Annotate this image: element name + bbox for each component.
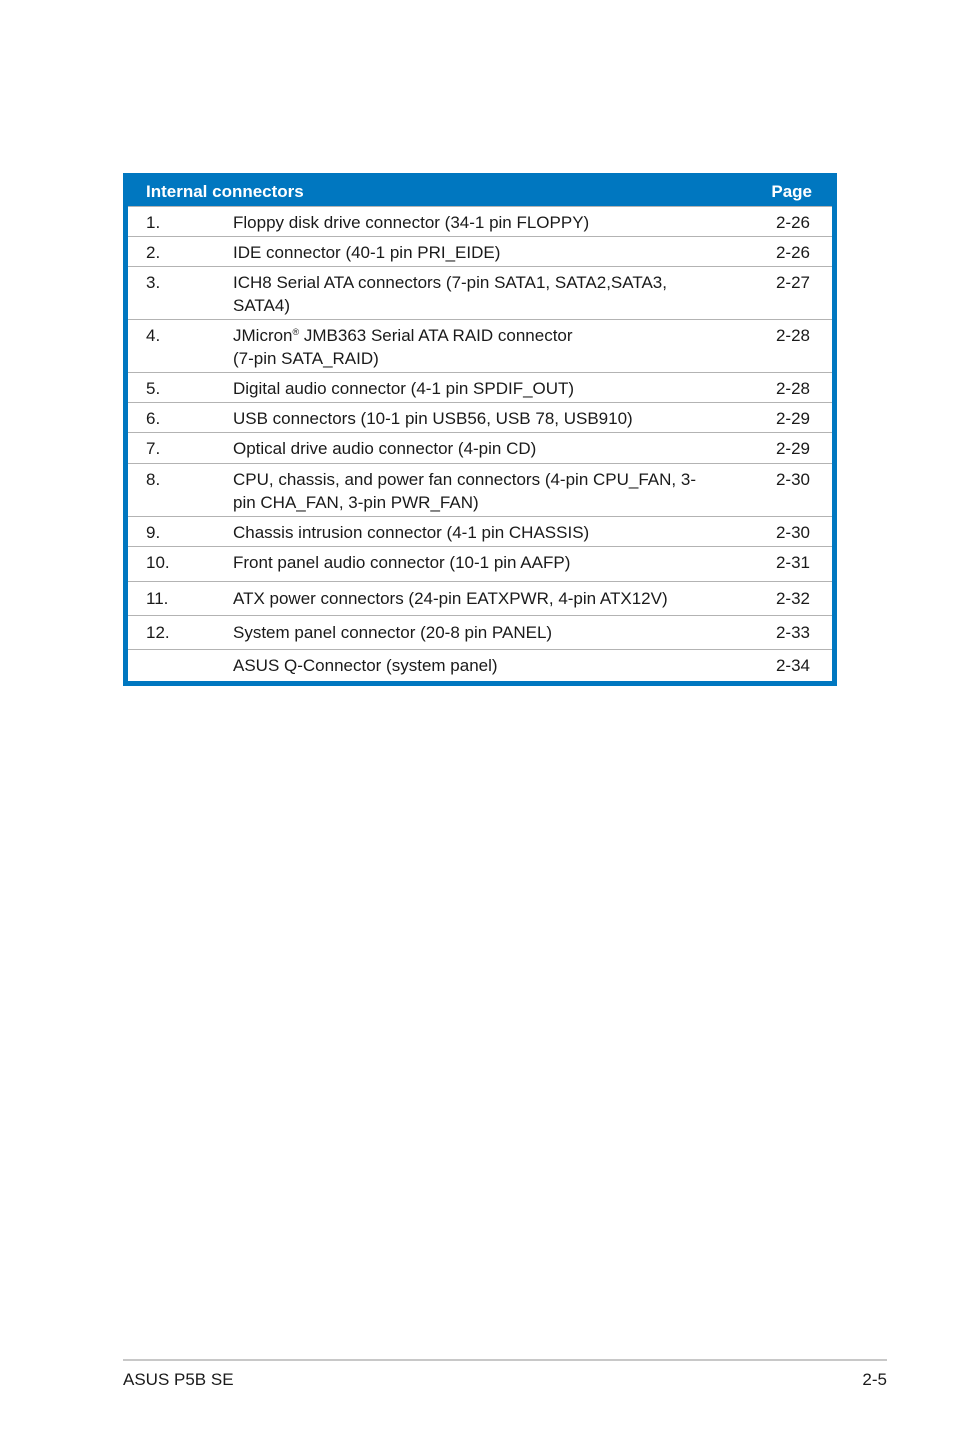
row-page: 2-30 <box>775 523 810 542</box>
row-page: 2-28 <box>775 326 810 345</box>
table-row <box>128 319 832 372</box>
row-description: USB connectors (10-1 pin USB56, USB 78, USB910) <box>233 409 633 428</box>
row-number: 2. <box>146 243 161 262</box>
row-page: 2-26 <box>775 213 810 232</box>
row-description: CPU, chassis, and power fan connectors (4-pin CPU_FAN, 3-pin CHA_FAN, 3-pin PWR_FAN) <box>233 470 696 512</box>
table-row <box>128 546 832 581</box>
row-number: 6. <box>146 409 161 428</box>
table-row <box>128 266 832 319</box>
row-number: 8. <box>146 470 161 489</box>
table-row <box>128 463 832 516</box>
row-number: 12. <box>146 623 170 642</box>
row-description: ICH8 Serial ATA connectors (7-pin SATA1, SATA2,SATA3, SATA4) <box>233 273 667 315</box>
footer-product-name: ASUS P5B SE <box>123 1370 234 1389</box>
row-description: ASUS Q-Connector (system panel) <box>233 656 498 675</box>
row-page: 2-26 <box>775 243 810 262</box>
brand-name: JMicron <box>233 326 293 345</box>
row-page: 2-29 <box>775 439 810 458</box>
row-page: 2-34 <box>775 656 810 675</box>
table-row <box>128 432 832 463</box>
row-description: ATX power connectors (24-pin EATXPWR, 4-pin ATX12V) <box>233 589 668 608</box>
row-number: 9. <box>146 523 161 542</box>
footer-divider <box>123 1359 887 1361</box>
footer-page-number: 2-5 <box>862 1370 887 1389</box>
row-number: 4. <box>146 326 161 345</box>
header-page: Page <box>771 182 812 201</box>
row-page: 2-28 <box>775 379 810 398</box>
table-row <box>128 649 832 681</box>
table-row <box>128 402 832 432</box>
row-description: Front panel audio connector (10-1 pin AAFP) <box>233 553 571 572</box>
row-page: 2-29 <box>775 409 810 428</box>
row-page: 2-31 <box>775 553 810 572</box>
row-page: 2-32 <box>775 589 810 608</box>
row-page: 2-27 <box>775 273 810 292</box>
table-header <box>123 173 837 206</box>
row-number: 11. <box>146 589 169 608</box>
table-row <box>128 615 832 649</box>
table-row <box>128 372 832 402</box>
row-description: IDE connector (40-1 pin PRI_EIDE) <box>233 243 501 262</box>
row-number: 3. <box>146 273 161 292</box>
row-description: Optical drive audio connector (4-pin CD) <box>233 439 537 458</box>
row-number: 10. <box>146 553 170 572</box>
row-description: System panel connector (20-8 pin PANEL) <box>233 623 553 642</box>
description-text: JMB363 Serial ATA RAID connector (7-pin SATA_RAID) <box>233 326 573 368</box>
row-description: Floppy disk drive connector (34-1 pin FLOPPY) <box>233 213 590 232</box>
row-number: 1. <box>146 213 161 232</box>
table-row <box>128 516 832 546</box>
header-title: Internal connectors <box>146 182 304 201</box>
row-page: 2-33 <box>775 623 810 642</box>
row-description: Digital audio connector (4-1 pin SPDIF_OUT) <box>233 379 575 398</box>
row-number: 5. <box>146 379 161 398</box>
internal-connectors-table <box>123 173 837 686</box>
registered-mark: ® <box>292 327 300 337</box>
row-number: 7. <box>146 439 161 458</box>
table-row <box>128 581 832 615</box>
row-description: Chassis intrusion connector (4-1 pin CHASSIS) <box>233 523 590 542</box>
table-row <box>128 206 832 236</box>
row-page: 2-30 <box>775 470 810 489</box>
row-description <box>233 324 593 370</box>
table-row <box>128 236 832 266</box>
